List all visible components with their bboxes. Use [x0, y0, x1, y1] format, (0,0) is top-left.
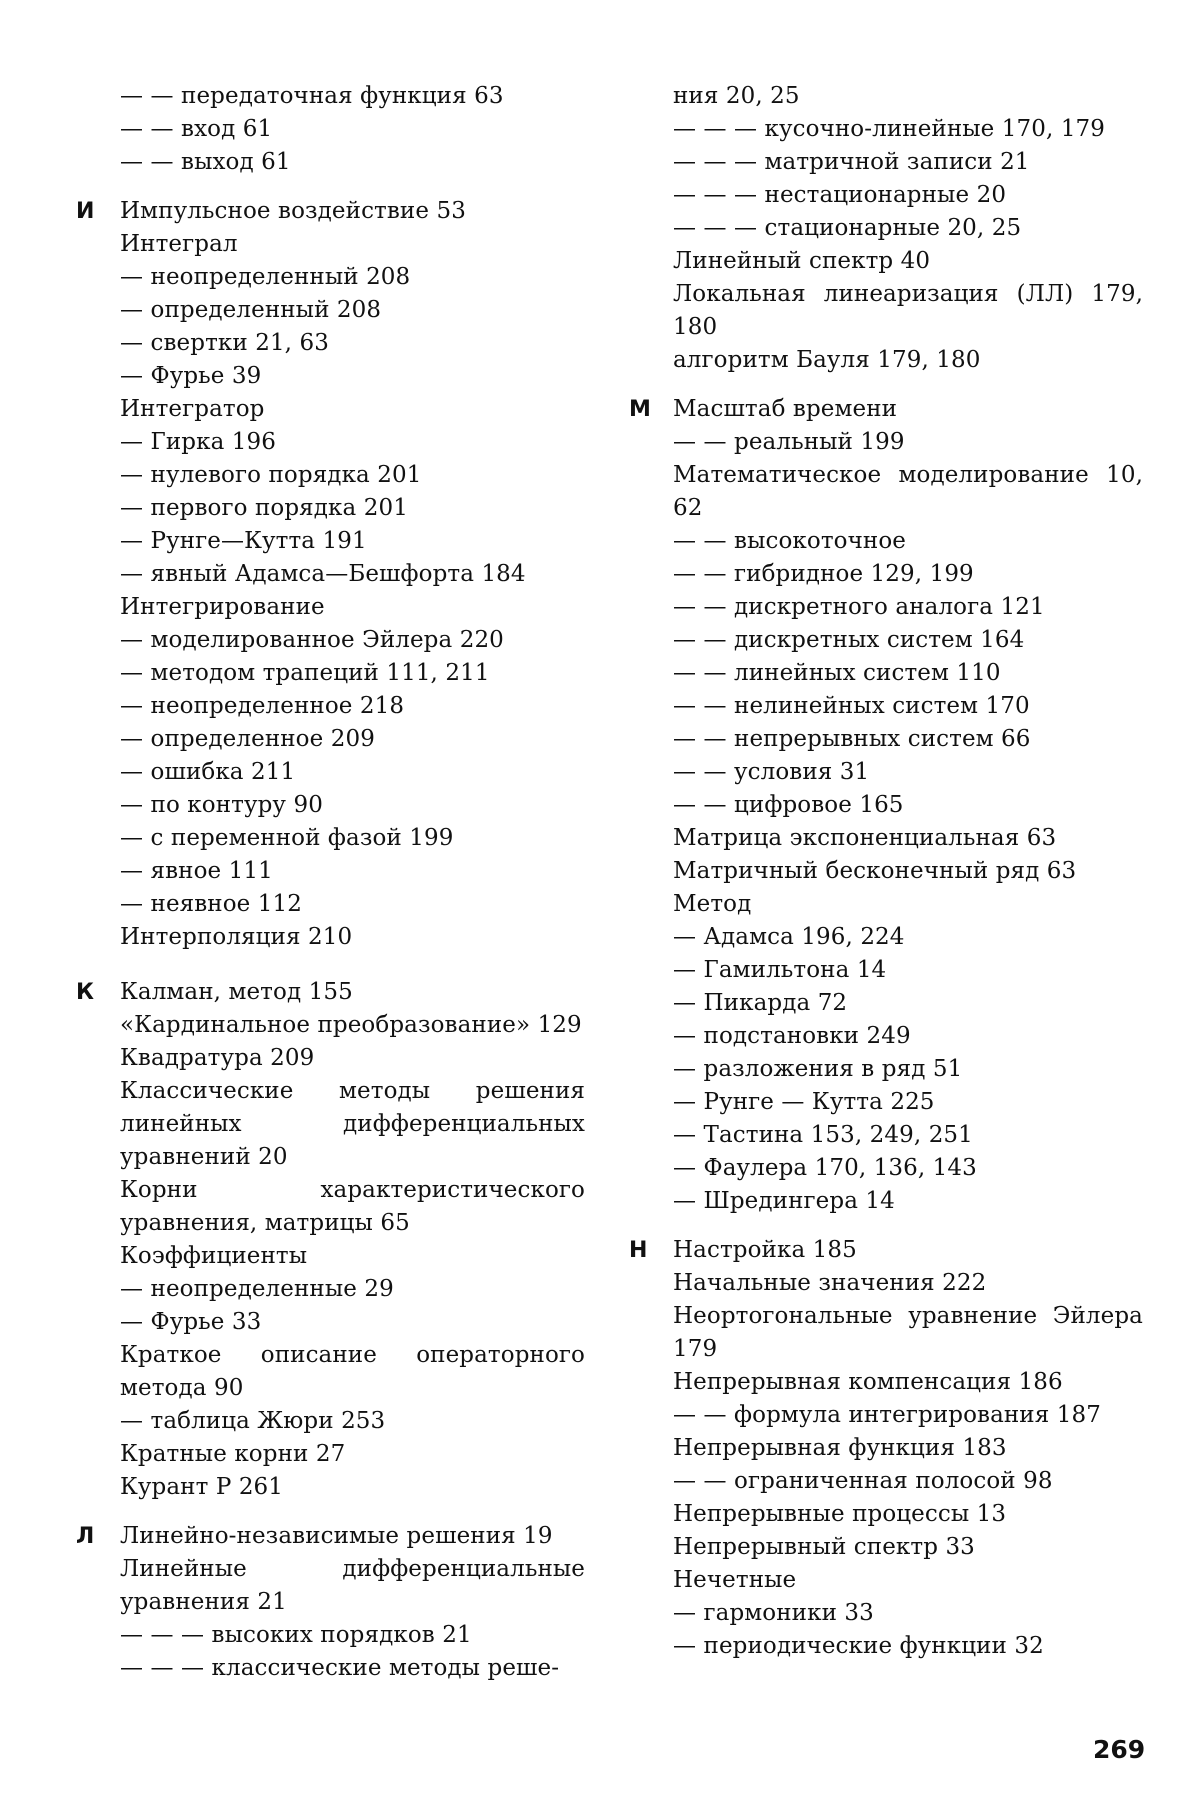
index-entry: — Гирка 196 — [120, 429, 276, 455]
index-entry: — — — матричной записи 21 — [673, 149, 1030, 175]
index-entry: — — — нестационарные 20 — [673, 182, 1007, 208]
index-entry: Корни характеристического уравнения, матрицы 65 — [120, 1177, 585, 1236]
index-entry: — — непрерывных систем 66 — [673, 726, 1031, 752]
index-entry: «Кардинальное преобразование» 129 — [120, 1012, 582, 1038]
index-entry: Матрица экспоненциальная 63 — [673, 825, 1057, 851]
index-entry: Интегратор — [120, 396, 265, 422]
index-entry: Курант Р 261 — [120, 1474, 284, 1500]
index-entry: — — — высоких порядков 21 — [120, 1622, 472, 1648]
index-entry: — — передаточная функция 63 — [120, 83, 504, 109]
index-entry: Локальная линеаризация (ЛЛ) 179, 180 — [673, 281, 1143, 340]
section-gap — [120, 1504, 585, 1520]
index-entry: — определенный 208 — [120, 297, 382, 323]
index-entry: Метод — [673, 891, 752, 917]
index-entry: Калман, метод 155 — [120, 979, 353, 1005]
index-intro-block — [120, 80, 585, 179]
index-section-m — [629, 393, 1143, 1218]
index-entry: — — дискретных систем 164 — [673, 627, 1025, 653]
section-gap — [673, 1218, 1143, 1234]
index-entry: — Пикарда 72 — [673, 990, 848, 1016]
index-entry: — Фурье 39 — [120, 363, 262, 389]
index-entry: — — — кусочно-линейные 170, 179 — [673, 116, 1106, 142]
index-entry: — неопределенный 208 — [120, 264, 411, 290]
index-continued-block — [673, 80, 1143, 377]
index-entry: Интеграл — [120, 231, 238, 257]
index-section-l — [76, 1520, 585, 1685]
index-column-right — [629, 80, 1143, 1663]
index-entry: Матричный бесконечный ряд 63 — [673, 858, 1077, 884]
index-entry: — Шредингера 14 — [673, 1188, 895, 1214]
index-entry: — гармоники 33 — [673, 1600, 874, 1626]
index-entry: — свертки 21, 63 — [120, 330, 329, 356]
index-entry: — Адамса 196, 224 — [673, 924, 905, 950]
section-gap — [120, 179, 585, 195]
index-entry: Непрерывная компенсация 186 — [673, 1369, 1063, 1395]
index-entry: — — — стационарные 20, 25 — [673, 215, 1022, 241]
index-entry: Интегрирование — [120, 594, 325, 620]
index-entry: — — — классические методы реше- — [120, 1655, 560, 1681]
page-number: 269 — [1093, 1735, 1146, 1764]
index-entry: Квадратура 209 — [120, 1045, 315, 1071]
index-entry: — ошибка 211 — [120, 759, 296, 785]
index-entry: — Гамильтона 14 — [673, 957, 887, 983]
index-entry: — — нелинейных систем 170 — [673, 693, 1030, 719]
section-letter-l: Л — [76, 1524, 95, 1549]
index-entry: — определенное 209 — [120, 726, 375, 752]
index-entry: — периодические функции 32 — [673, 1633, 1044, 1659]
section-letter-k: К — [76, 980, 95, 1005]
index-entry: — — цифровое 165 — [673, 792, 904, 818]
index-entry: Масштаб времени — [673, 396, 898, 422]
index-entry: — с переменной фазой 199 — [120, 825, 454, 851]
index-entry: — моделированное Эйлера 220 — [120, 627, 504, 653]
index-entry: — явное 111 — [120, 858, 273, 884]
section-letter-i: И — [76, 199, 95, 224]
index-entry: — явный Адамса—Бешфорта 184 — [120, 561, 526, 587]
index-entry: — Фурье 33 — [120, 1309, 262, 1335]
index-entry: — Рунге—Кутта 191 — [120, 528, 367, 554]
index-entry: — — гибридное 129, 199 — [673, 561, 974, 587]
index-entry: — Фаулера 170, 136, 143 — [673, 1155, 977, 1181]
index-entry: — — выход 61 — [120, 149, 291, 175]
index-entry: Неортогональные уравнение Эйлера 179 — [673, 1303, 1143, 1362]
index-entry: — Рунге — Кутта 225 — [673, 1089, 935, 1115]
section-letter-m: М — [629, 397, 651, 422]
index-entry: Линейные дифференциальные уравнения 21 — [120, 1556, 585, 1615]
index-entry: — по контуру 90 — [120, 792, 323, 818]
index-entry: Начальные значения 222 — [673, 1270, 987, 1296]
index-entry: — неопределенное 218 — [120, 693, 405, 719]
index-section-n — [629, 1234, 1143, 1663]
index-entry: — методом трапеций 111, 211 — [120, 660, 490, 686]
index-entry: — неявное 112 — [120, 891, 303, 917]
index-entry: Непрерывные процессы 13 — [673, 1501, 1007, 1527]
index-entry: — неопределенные 29 — [120, 1276, 394, 1302]
index-entry: — подстановки 249 — [673, 1023, 911, 1049]
index-entry: — Тастина 153, 249, 251 — [673, 1122, 973, 1148]
index-entry: ния 20, 25 — [673, 83, 800, 109]
index-entry: — первого порядка 201 — [120, 495, 408, 521]
index-entry: Линейно-независимые решения 19 — [120, 1523, 553, 1549]
index-entry: — — ограниченная полосой 98 — [673, 1468, 1053, 1494]
index-entry: Кратные корни 27 — [120, 1441, 346, 1467]
index-entry: Непрерывный спектр 33 — [673, 1534, 975, 1560]
index-entry: Нечетные — [673, 1567, 797, 1593]
section-gap — [673, 377, 1143, 393]
section-gap — [120, 954, 585, 976]
index-entry: Настройка 185 — [673, 1237, 857, 1263]
index-entry: — — дискретного аналога 121 — [673, 594, 1045, 620]
index-entry: — нулевого порядка 201 — [120, 462, 422, 488]
index-entry: алгоритм Бауля 179, 180 — [673, 347, 981, 373]
index-entry: — — формула интегрирования 187 — [673, 1402, 1101, 1428]
index-entry: — — условия 31 — [673, 759, 870, 785]
index-entry: — — высокоточное — [673, 528, 906, 554]
index-section-k — [76, 976, 585, 1504]
index-entry: — разложения в ряд 51 — [673, 1056, 963, 1082]
index-entry: Непрерывная функция 183 — [673, 1435, 1007, 1461]
index-entry: Классические методы решения линейных дифференциальных уравнений 20 — [120, 1078, 585, 1170]
index-entry: Коэффициенты — [120, 1243, 308, 1269]
index-entry: Линейный спектр 40 — [673, 248, 931, 274]
index-entry: Краткое описание операторного метода 90 — [120, 1342, 585, 1401]
index-entry: — — линейных систем 110 — [673, 660, 1001, 686]
index-entry: — — вход 61 — [120, 116, 273, 142]
index-entry: — таблица Жюри 253 — [120, 1408, 386, 1434]
index-section-i — [76, 195, 585, 954]
index-entry: Интерполяция 210 — [120, 924, 353, 950]
index-entry: Математическое моделирование 10, 62 — [673, 462, 1143, 521]
index-column-left — [76, 80, 585, 1685]
index-entry: Импульсное воздействие 53 — [120, 198, 466, 224]
index-entry: — — реальный 199 — [673, 429, 905, 455]
section-letter-n: Н — [629, 1238, 648, 1263]
